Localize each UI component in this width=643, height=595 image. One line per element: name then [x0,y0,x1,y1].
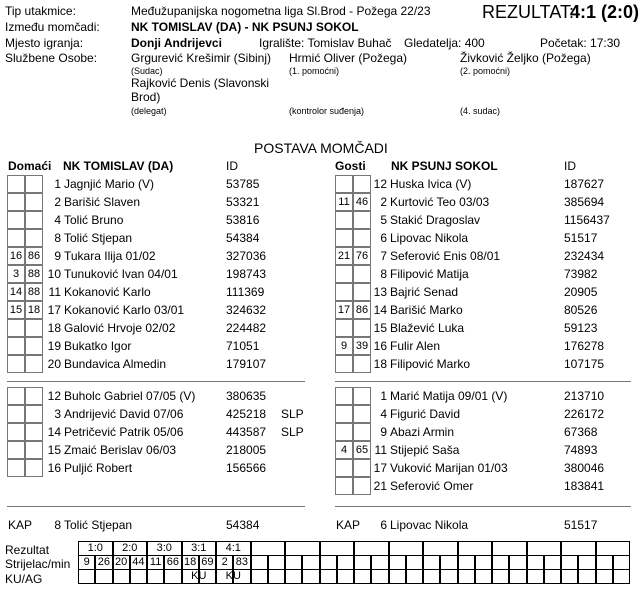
away-player-name: Huska Ivica (V) [390,177,472,191]
goal-empty-cell [596,541,631,556]
goal-ku-left [78,569,95,584]
home-sub-out-box [25,193,43,211]
goal-empty-cell [458,541,493,556]
assistant1-role: (1. pomoćni) [289,66,340,76]
home-sub-in-box [7,319,25,337]
goal-scorer-number: 20 [113,555,130,570]
away-captain-number: 6 [380,518,387,532]
home-sub-out-box [25,355,43,373]
goal-ku-right [164,569,181,584]
home-id-header: ID [226,159,238,173]
goal-empty-cell [371,555,388,570]
goal-empty-cell [354,541,389,556]
away-player-id: 385694 [564,195,605,209]
away-player-number: 6 [380,231,387,245]
away-player-number: 17 [373,461,387,475]
home-captain-number: 8 [54,518,61,532]
home-player-number: 3 [54,407,61,421]
away-player-id: 20905 [564,285,598,299]
away-player-number: 11 [374,443,387,457]
goal-empty-cell [596,569,613,584]
goal-empty-cell [561,541,596,556]
away-sub-in-box [335,283,353,301]
home-player-number: 16 [47,461,61,475]
home-sub-out-box: 88 [25,283,43,301]
home-player-id: 53785 [226,177,260,191]
away-player-id: 51517 [564,231,598,245]
home-player-number: 14 [47,425,61,439]
home-player-id: 156566 [226,461,267,475]
away-sub-out-box [353,283,371,301]
away-sub-in-box [335,477,353,495]
away-player-number: 15 [373,321,387,335]
match-type-value: Međužupanijska nogometna liga Sl.Brod - Požega 22/23 [131,4,431,18]
goal-empty-cell [578,569,595,584]
home-player-id: 425218 [226,407,267,421]
home-player-number: 10 [47,267,61,281]
home-player-id: 327036 [226,249,267,263]
goal-empty-cell [458,555,475,570]
home-player-id: 443587 [226,425,267,439]
home-player-id: 71051 [226,339,260,353]
away-sub-in-box [335,355,353,373]
goal-empty-cell [268,555,285,570]
assistant2-role: (2. pomoćni) [460,66,511,76]
home-player-id: 53816 [226,213,260,227]
home-player-id: 53321 [226,195,260,209]
goal-empty-cell [544,555,561,570]
goal-empty-cell [302,569,319,584]
goal-empty-cell [423,555,440,570]
goal-empty-cell [475,555,492,570]
away-player-number: 12 [373,177,387,191]
away-sub-in-box [335,211,353,229]
away-player-name: Blažević Luka [390,321,465,335]
officials-label: Službene Osobe: [5,51,98,65]
away-sub-out-box: 65 [353,441,371,459]
home-player-id: 380635 [226,389,267,403]
away-player-name: Bajrić Senad [390,285,459,299]
home-player-name: Andrijević David 07/06 [64,407,184,421]
goal-empty-cell [561,569,578,584]
home-player-note: SLP [281,425,304,439]
home-player-name: Tolić Stjepan [64,231,133,245]
goals-ku-label: KU/AG [5,572,43,586]
away-captain-label: KAP [336,518,361,532]
goal-empty-cell [251,555,268,570]
home-divider [7,381,305,382]
goal-empty-cell [406,569,423,584]
home-sub-in-box [7,175,25,193]
goal-empty-cell [251,569,268,584]
match-type-label: Tip utakmice: [5,4,76,18]
home-sub-in-box [7,405,25,423]
delegate-name-line2: Brod) [131,90,161,104]
home-player-number: 9 [54,249,61,263]
goal-empty-cell [561,555,578,570]
home-divider-captain [7,506,305,507]
away-player-name: Stijepić Saša [390,443,460,457]
goal-empty-cell [509,569,526,584]
home-sub-in-box [7,193,25,211]
away-sub-in-box: 11 [335,193,353,211]
home-sub-in-box [7,229,25,247]
home-sub-in-box [7,211,25,229]
referee-name: Grgurević Krešimir (Sibinj) [131,51,272,65]
goal-scorer-number: 9 [78,555,95,570]
home-player-number: 8 [54,231,61,245]
goal-empty-cell [406,555,423,570]
home-sub-out-box [25,175,43,193]
goal-empty-cell [320,555,337,570]
kickoff-time: Početak: 17:30 [540,36,621,50]
goal-minute: 44 [130,555,147,570]
away-player-name: Marić Matija 09/01 (V) [390,389,508,403]
home-sub-in-box [7,337,25,355]
home-player-number: 15 [47,443,61,457]
goal-ku-right [95,569,112,584]
home-player-name: Kokanović Karlo [64,285,151,299]
away-player-name: Filipović Marko [390,357,471,371]
goal-empty-cell [268,569,285,584]
goal-scorer-number: 2 [216,555,233,570]
home-sub-out-box [25,441,43,459]
away-player-name: Seferović Omer [390,479,474,493]
home-sub-out-box [25,229,43,247]
away-sub-out-box [353,229,371,247]
away-sub-out-box [353,405,371,423]
goal-ku-value: KU [225,570,241,582]
home-player-number: 17 [47,303,61,317]
away-sub-out-box [353,319,371,337]
away-sub-out-box [353,265,371,283]
home-sub-out-box: 86 [25,247,43,265]
away-sub-in-box [335,405,353,423]
goal-empty-cell [613,569,630,584]
goal-empty-cell [337,555,354,570]
away-player-id: 74893 [564,443,598,457]
away-sub-in-box: 4 [335,441,353,459]
away-sub-in-box [335,175,353,193]
away-sub-out-box [353,175,371,193]
away-player-number: 13 [373,285,387,299]
goal-empty-cell [423,569,440,584]
teams-value: NK TOMISLAV (DA) - NK PSUNJ SOKOL [131,20,359,34]
home-sub-in-box [7,387,25,405]
home-sub-in-box: 14 [7,283,25,301]
away-player-name: Abazi Armin [390,425,455,439]
away-sub-in-box: 17 [335,301,353,319]
away-sub-in-box: 21 [335,247,353,265]
home-player-name: Zmaić Berislav 06/03 [64,443,177,457]
away-player-name: Seferović Enis 08/01 [390,249,501,263]
home-player-name: Galović Hrvoje 02/02 [64,321,176,335]
home-player-id: 111369 [226,285,265,299]
home-sub-in-box [7,423,25,441]
goal-empty-cell [578,555,595,570]
goal-empty-cell [320,569,337,584]
home-side-label: Domaći [8,159,52,173]
goal-empty-cell [354,555,371,570]
away-sub-out-box: 86 [353,301,371,319]
goal-empty-cell [389,541,424,556]
home-sub-in-box [7,459,25,477]
goal-minute: 66 [164,555,181,570]
away-player-number: 14 [373,303,387,317]
home-player-id: 198743 [226,267,267,281]
goal-empty-cell [320,541,355,556]
home-sub-in-box: 15 [7,301,25,319]
home-player-name: Jagnjić Mario (V) [64,177,155,191]
away-player-number: 16 [373,339,387,353]
goal-empty-cell [492,555,509,570]
home-player-number: 20 [47,357,61,371]
away-sub-in-box [335,265,353,283]
away-player-id: 1156437 [564,213,610,227]
goal-ku-left [147,569,164,584]
home-sub-in-box [7,441,25,459]
goal-score-cell: 1:0 [78,541,113,556]
away-player-name: Vuković Marijan 01/03 [390,461,508,475]
away-sub-out-box: 39 [353,337,371,355]
away-player-number: 18 [373,357,387,371]
teams-label: Između momčadi: [5,20,100,34]
away-player-id: 226172 [564,407,605,421]
home-player-name: Barišić Slaven [64,195,141,209]
goal-empty-cell [285,555,302,570]
goal-minute: 83 [233,555,250,570]
goal-empty-cell [458,569,475,584]
goal-empty-cell [492,569,509,584]
away-sub-in-box [335,423,353,441]
away-player-id: 80526 [564,303,598,317]
goal-score-cell: 3:0 [147,541,182,556]
goal-empty-cell [527,555,544,570]
away-player-name: Barišić Marko [390,303,463,317]
goal-empty-cell [475,569,492,584]
goal-empty-cell [509,555,526,570]
away-player-id: 67368 [564,425,598,439]
home-player-id: 324632 [226,303,267,317]
home-team-name: NK TOMISLAV (DA) [63,159,174,173]
home-sub-out-box [25,459,43,477]
away-sub-out-box: 46 [353,193,371,211]
home-player-number: 18 [47,321,61,335]
goal-empty-cell [302,555,319,570]
home-player-id: 218005 [226,443,267,457]
result-label: REZULTAT: [482,2,575,22]
away-side-label: Gosti [335,159,366,173]
home-captain-label: KAP [8,518,33,532]
away-sub-out-box [353,387,371,405]
home-sub-in-box [7,355,25,373]
away-player-name: Fulir Alen [390,339,441,353]
goal-score-cell: 2:0 [113,541,148,556]
home-player-name: Petričević Patrik 05/06 [64,425,184,439]
goal-score-cell: 4:1 [216,541,251,556]
away-player-number: 21 [373,479,387,493]
away-player-number: 4 [380,407,387,421]
away-sub-in-box [335,229,353,247]
result-value: 4:1 (2:0) [570,2,640,22]
goal-empty-cell [337,569,354,584]
goal-empty-cell [527,541,562,556]
home-player-name: Tukara Ilija 01/02 [64,249,156,263]
goal-empty-cell [251,541,286,556]
assistant2-name: Živković Željko (Požega) [460,51,591,65]
assistant1-name: Hrmić Oliver (Požega) [289,51,408,65]
home-player-name: Tunuković Ivan 04/01 [64,267,178,281]
away-captain-name: Lipovac Nikola [390,518,469,532]
referee-role: (Sudac) [131,66,163,76]
home-player-id: 54384 [226,231,260,245]
home-player-name: Bukatko Igor [64,339,132,353]
away-player-number: 5 [380,213,387,227]
away-sub-out-box: 76 [353,247,371,265]
away-sub-out-box [353,477,371,495]
goal-scorer-number: 18 [182,555,199,570]
home-player-number: 4 [54,213,61,227]
home-player-id: 179107 [226,357,267,371]
goal-empty-cell [544,569,561,584]
home-sub-out-box [25,423,43,441]
home-player-number: 2 [54,195,61,209]
away-player-number: 1 [380,389,387,403]
home-sub-in-box: 3 [7,265,25,283]
venue-value: Donji Andrijevci [131,36,222,50]
home-sub-out-box: 18 [25,301,43,319]
goal-empty-cell [389,555,406,570]
goals-result-label: Rezultat [5,543,50,557]
away-sub-out-box [353,423,371,441]
goal-empty-cell [440,555,457,570]
home-player-number: 19 [47,339,61,353]
goal-empty-cell [285,569,302,584]
home-player-name: Kokanović Karlo 03/01 [64,303,185,317]
away-sub-out-box [353,211,371,229]
goal-empty-cell [492,541,527,556]
away-sub-out-box [353,355,371,373]
goal-empty-cell [389,569,406,584]
away-player-name: Lipovac Nikola [390,231,469,245]
goal-scorer-number: 11 [147,555,164,570]
away-player-id: 213710 [564,389,605,403]
home-player-id: 224482 [226,321,267,335]
home-player-note: SLP [281,407,304,421]
home-captain-name: Tolić Stjepan [64,518,133,532]
fourth-official-role: (4. sudac) [460,106,501,116]
goal-minute: 69 [199,555,216,570]
goal-ku-right [130,569,147,584]
lineup-title: POSTAVA MOMČADI [254,140,388,156]
away-player-name: Stakić Dragoslav [390,213,481,227]
home-player-name: Bundavica Almedin [64,357,167,371]
inspector-role: (kontrolor suđenja) [289,106,365,116]
away-team-name: NK PSUNJ SOKOL [391,159,498,173]
away-player-number: 9 [380,425,387,439]
goal-score-cell: 3:1 [182,541,217,556]
home-player-name: Puljić Robert [64,461,133,475]
away-player-id: 176278 [564,339,605,353]
away-player-number: 2 [380,195,387,209]
away-sub-out-box [353,459,371,477]
home-player-number: 1 [54,177,61,191]
delegate-name-line1: Rajković Denis (Slavonski [131,76,270,90]
away-sub-in-box [335,459,353,477]
home-player-number: 12 [47,389,61,403]
away-player-name: Filipović Matija [390,267,469,281]
away-sub-in-box: 9 [335,337,353,355]
away-id-header: ID [564,159,576,173]
goal-empty-cell [440,569,457,584]
goal-empty-cell [613,555,630,570]
away-divider [335,381,631,382]
away-captain-id: 51517 [564,518,598,532]
away-player-id: 380046 [564,461,605,475]
home-player-name: Buholc Gabriel 07/05 (V) [64,389,196,403]
home-captain-id: 54384 [226,518,260,532]
goal-ku-value: KU [191,570,207,582]
home-sub-out-box [25,387,43,405]
away-sub-in-box [335,319,353,337]
away-player-id: 59123 [564,321,598,335]
delegate-role: (delegat) [131,106,167,116]
goals-scorer-label: Strijelac/min [5,557,71,571]
away-player-number: 7 [380,249,387,263]
away-sub-in-box [335,387,353,405]
home-sub-out-box [25,211,43,229]
spectators: Gledatelja: 400 [404,36,485,50]
goal-ku-left [113,569,130,584]
goal-empty-cell [527,569,544,584]
away-player-id: 187627 [564,177,605,191]
away-player-name: Figurić David [390,407,461,421]
away-player-number: 8 [380,267,387,281]
goal-empty-cell [423,541,458,556]
away-player-name: Kurtović Teo 03/03 [390,195,490,209]
home-sub-out-box: 88 [25,265,43,283]
away-player-id: 183841 [564,479,605,493]
venue-label: Mjesto igranja: [5,36,84,50]
goal-empty-cell [354,569,371,584]
goal-empty-cell [371,569,388,584]
home-sub-in-box: 16 [7,247,25,265]
goal-minute: 26 [95,555,112,570]
home-player-number: 11 [48,285,61,299]
goal-empty-cell [596,555,613,570]
home-sub-out-box [25,319,43,337]
away-divider-captain [335,506,631,507]
home-player-name: Tolić Bruno [64,213,124,227]
away-player-id: 107175 [564,357,605,371]
pitch-name: Igralište: Tomislav Buhač [259,36,392,50]
away-player-id: 73982 [564,267,598,281]
goal-empty-cell [285,541,320,556]
home-sub-out-box [25,405,43,423]
away-player-id: 232434 [564,249,605,263]
home-sub-out-box [25,337,43,355]
